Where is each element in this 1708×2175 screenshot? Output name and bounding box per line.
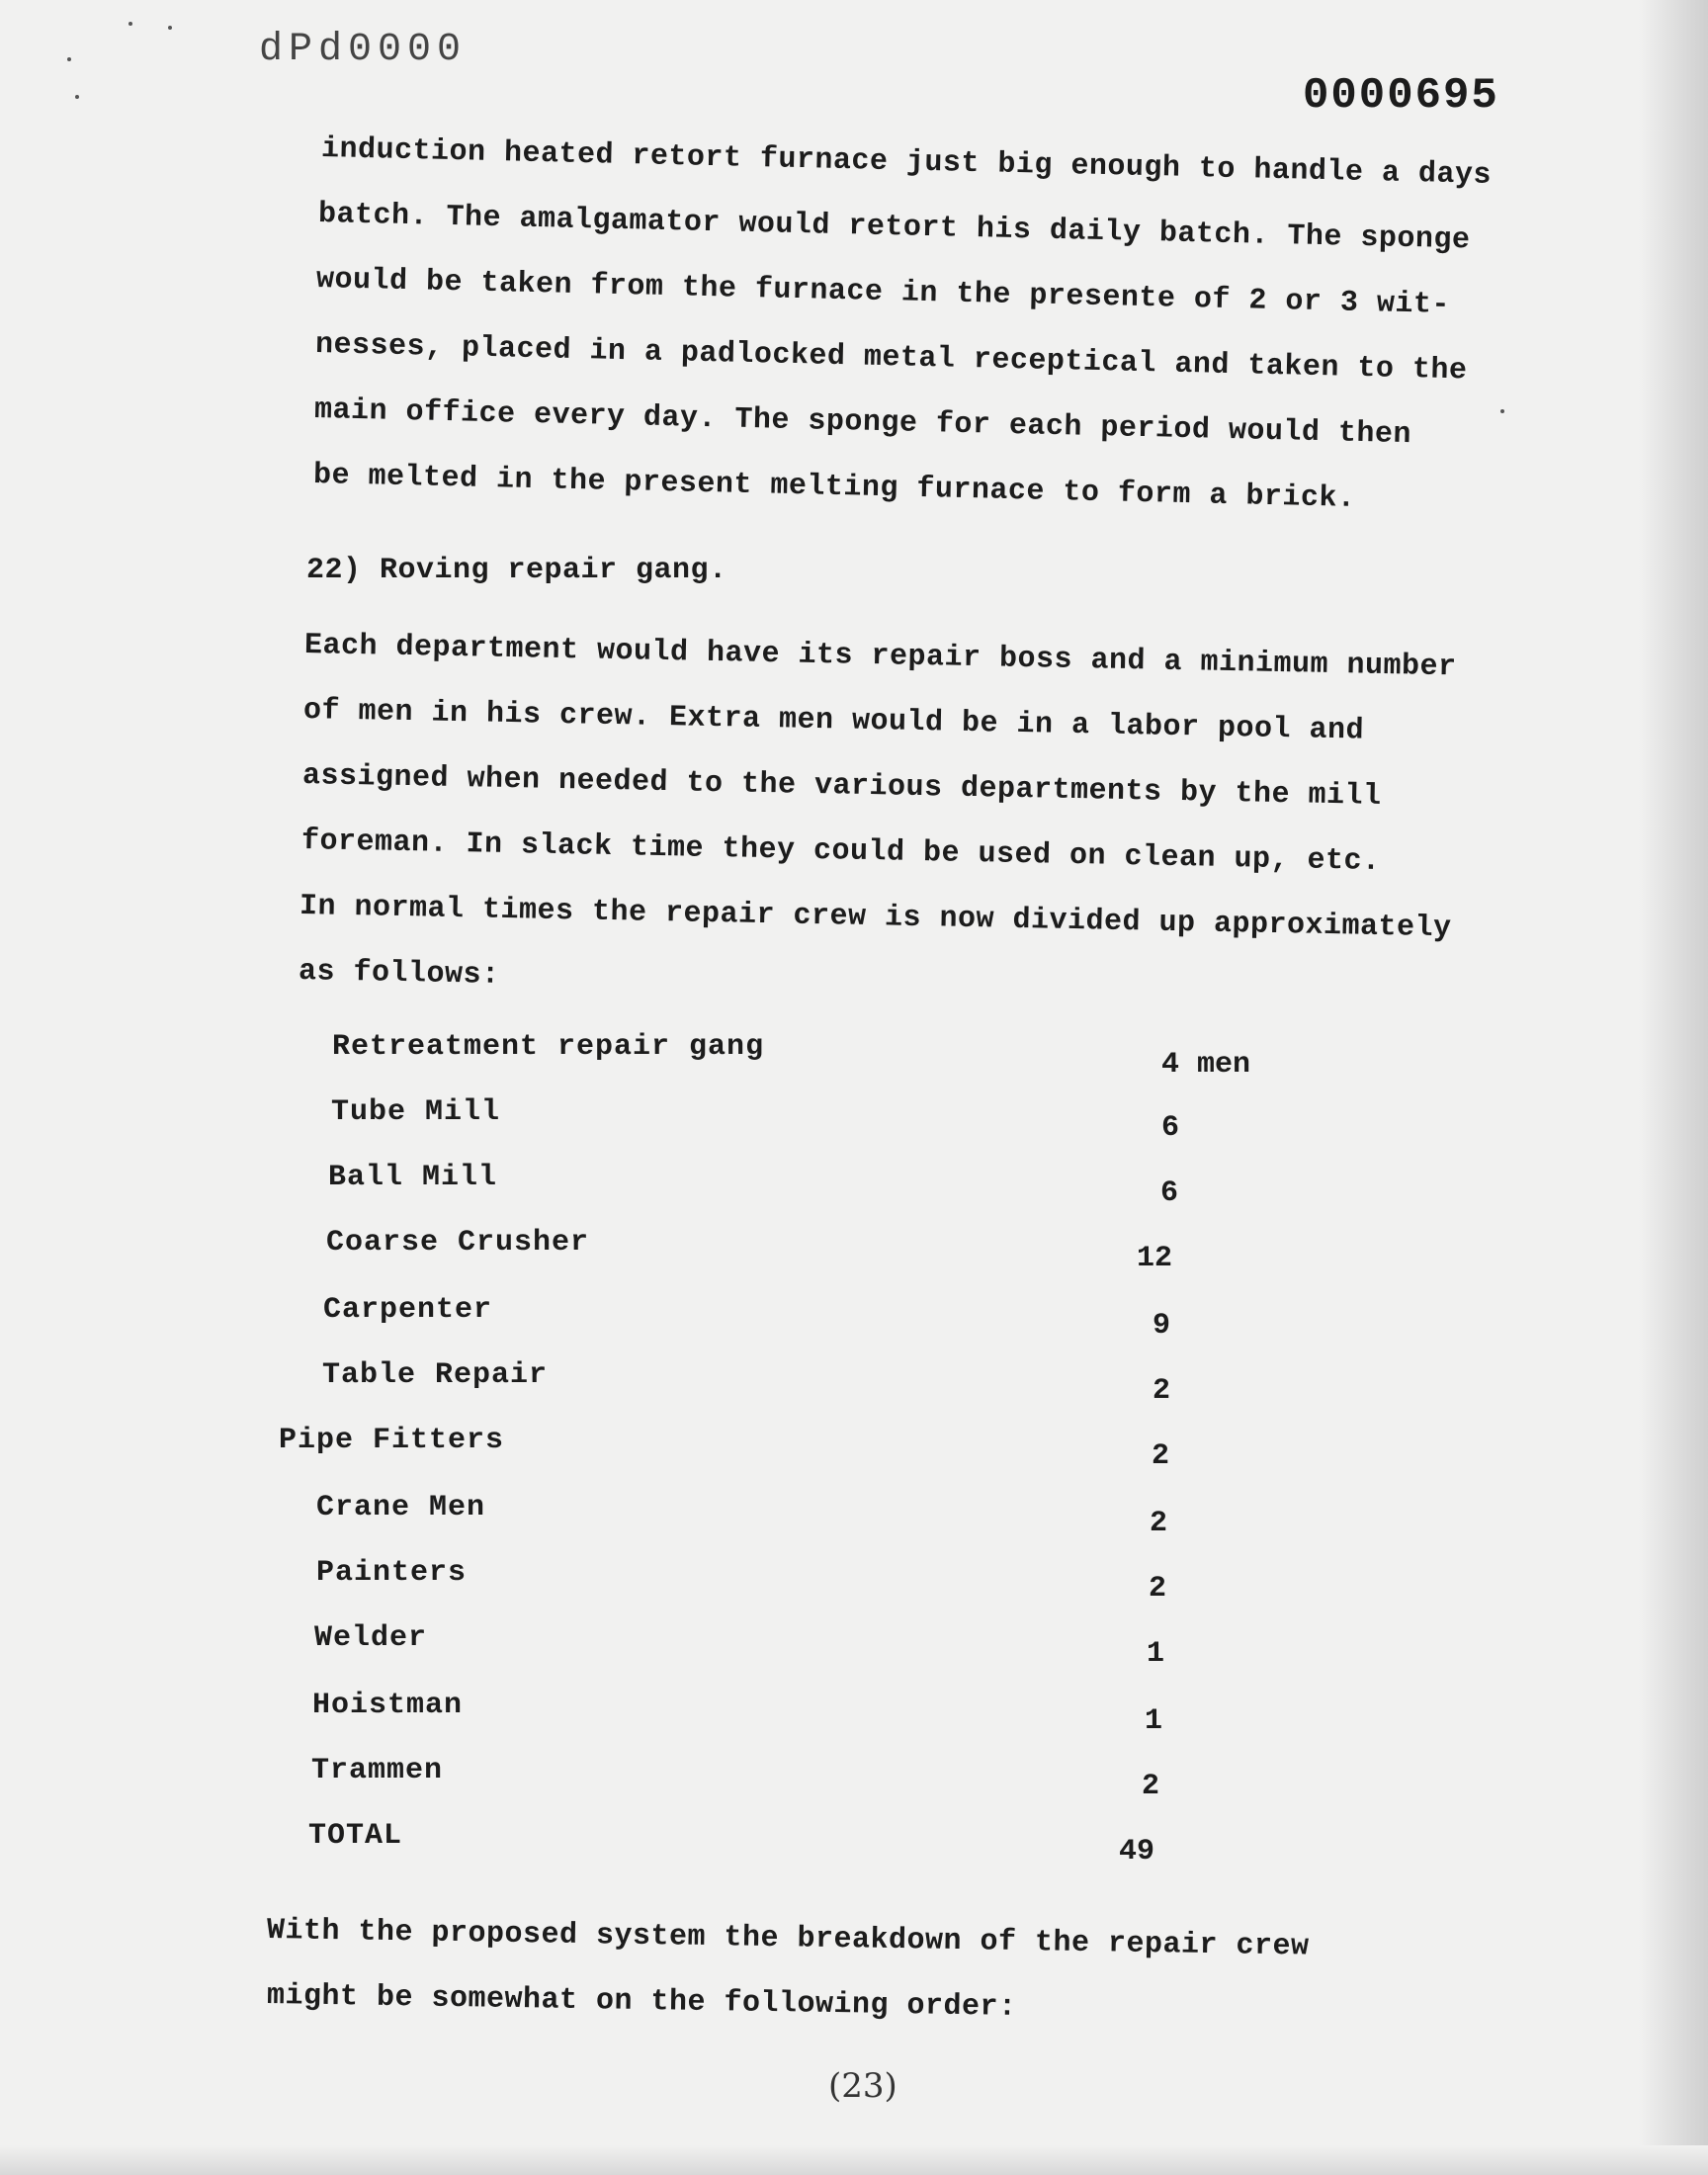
crew-row-label: Tube Mill [331,1095,501,1129]
page-bottom-edge [0,2145,1708,2175]
crew-row-label: Crane Men [316,1491,486,1524]
crew-row-label: Table Repair [322,1358,549,1392]
handwritten-stamp: dPd0000 [259,28,468,72]
text-line: would be taken from the furnace in the presente of 2 or 3 wit- [315,263,1451,323]
crew-row-label: Ball Mill [328,1161,498,1194]
crew-row-label: Hoistman [312,1689,464,1722]
ink-speck [67,57,71,61]
ink-speck [1500,409,1504,413]
crew-row-value: 1 [1145,1704,1163,1738]
crew-row-value: 4 men [1161,1048,1251,1082]
crew-row-value: 2 [1149,1572,1167,1606]
crew-row-value: 2 [1142,1770,1160,1803]
text-line: of men in his crew. Extra men would be in a labor pool and [302,694,1365,748]
crew-row-label: Painters [316,1556,468,1590]
text-line: foreman. In slack time they could be used on clean up, etc. [300,825,1381,879]
ink-speck [75,95,79,99]
text-line: as follows: [298,955,500,993]
text-line: be melted in the present melting furnace to form a brick. [312,459,1356,516]
paragraph-retort [312,117,1493,516]
crew-row-value: 12 [1137,1242,1173,1275]
text-line: induction heated retort furnace just big enough to handle a days [320,132,1493,193]
crew-row-label: Retreatment repair gang [332,1030,765,1064]
crew-row-value: 2 [1153,1374,1171,1408]
crew-total-label: TOTAL [308,1819,403,1853]
page-number: (23) [828,2066,897,2106]
crew-row-value: 2 [1152,1439,1170,1473]
text-line: batch. The amalgamator would retort his daily batch. The sponge [317,198,1471,258]
text-line: nesses, placed in a padlocked metal receptical and taken to the [314,328,1468,389]
paragraph-proposed-system [267,1898,1310,2029]
crew-row-label: Trammen [311,1754,444,1787]
text-line: Each department would have its repair boss and a minimum number [303,629,1457,685]
section-heading: 22) Roving repair gang. [306,554,727,587]
crew-row-value: 6 [1160,1176,1179,1210]
crew-row-label: Welder [314,1621,428,1655]
crew-row-label: Pipe Fitters [279,1424,505,1457]
text-line: With the proposed system the breakdown of the repair crew [266,1914,1310,1964]
crew-row-value: 2 [1150,1507,1168,1540]
ink-speck [128,22,132,26]
document-number: 0000695 [1303,71,1499,121]
crew-row-label: Coarse Crusher [326,1226,590,1260]
ink-speck [168,26,172,30]
crew-row-value: 6 [1161,1111,1180,1145]
text-line: main office every day. The sponge for each period would then [313,393,1412,453]
text-line: In normal times the repair crew is now divided up approximately [299,890,1452,946]
text-line: might be somewhat on the following order: [266,1979,1017,2025]
crew-row-label: Carpenter [323,1293,493,1327]
paragraph-repair-gang [298,613,1457,1004]
crew-row-value: 1 [1147,1637,1165,1671]
crew-total-value: 49 [1119,1835,1155,1869]
text-line: assigned when needed to the various departments by the mill [301,759,1382,814]
crew-row-value: 9 [1153,1309,1171,1343]
page-edge-shadow [1639,0,1708,2175]
